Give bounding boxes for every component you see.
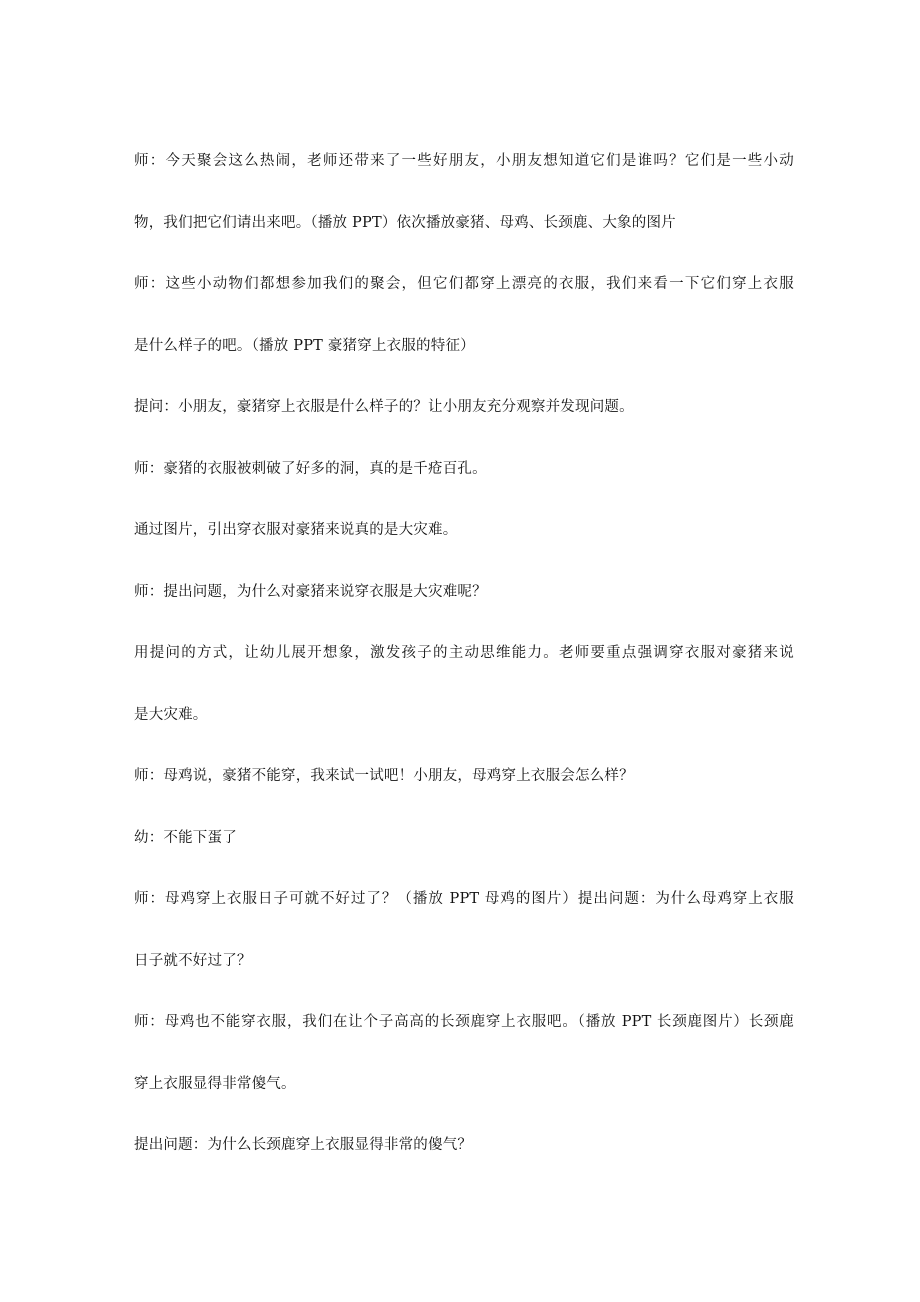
paragraph-line: 日子就不好过了？ — [134, 952, 252, 969]
paragraph-line: 师：母鸡也不能穿衣服，我们在让个子高高的长颈鹿穿上衣服吧。（播放 PPT 长颈鹿图片）长颈鹿 — [134, 1014, 794, 1030]
paragraph-line: 是什么样子的吧。（播放 PPT 豪猪穿上衣服的特征） — [134, 337, 475, 354]
paragraph-line: 通过图片，引出穿衣服对豪猪来说真的是大灾难。 — [134, 522, 458, 538]
paragraph-line: 幼：不能下蛋了 — [134, 829, 237, 846]
paragraph-line: 物，我们把它们请出来吧。（播放 PPT）依次播放豪猪、母鸡、长颈鹿、大象的图片 — [134, 214, 676, 231]
paragraph-line: 师：这些小动物们都想参加我们的聚会，但它们都穿上漂亮的衣服，我们来看一下它们穿上衣服 — [134, 276, 794, 292]
paragraph-line: 提出问题：为什么长颈鹿穿上衣服显得非常的傻气？ — [134, 1137, 473, 1153]
paragraph-line: 是大灾难。 — [134, 706, 208, 723]
paragraph-line: 师：今天聚会这么热闹，老师还带来了一些好朋友，小朋友想知道它们是谁吗？它们是一些小动 — [134, 153, 794, 169]
paragraph-line: 师：豪猪的衣服被刺破了好多的洞，真的是千疮百孔。 — [134, 460, 487, 477]
paragraph-line: 师：母鸡说，豪猪不能穿，我来试一试吧！小朋友，母鸡穿上衣服会怎么样？ — [134, 768, 634, 784]
paragraph-line: 提问：小朋友，豪猪穿上衣服是什么样子的？让小朋友充分观察并发现问题。 — [134, 399, 634, 415]
document-body — [134, 151, 794, 1197]
paragraph-line: 穿上衣服显得非常傻气。 — [134, 1075, 296, 1092]
paragraph-line: 师：母鸡穿上衣服日子可就不好过了？（播放 PPT 母鸡的图片）提出问题：为什么母鸡穿上衣服 — [134, 891, 794, 907]
paragraph-line: 用提问的方式，让幼儿展开想象，激发孩子的主动思维能力。老师要重点强调穿衣服对豪猪来说 — [134, 645, 794, 661]
paragraph-line: 师：提出问题，为什么对豪猪来说穿衣服是大灾难呢？ — [134, 583, 487, 600]
